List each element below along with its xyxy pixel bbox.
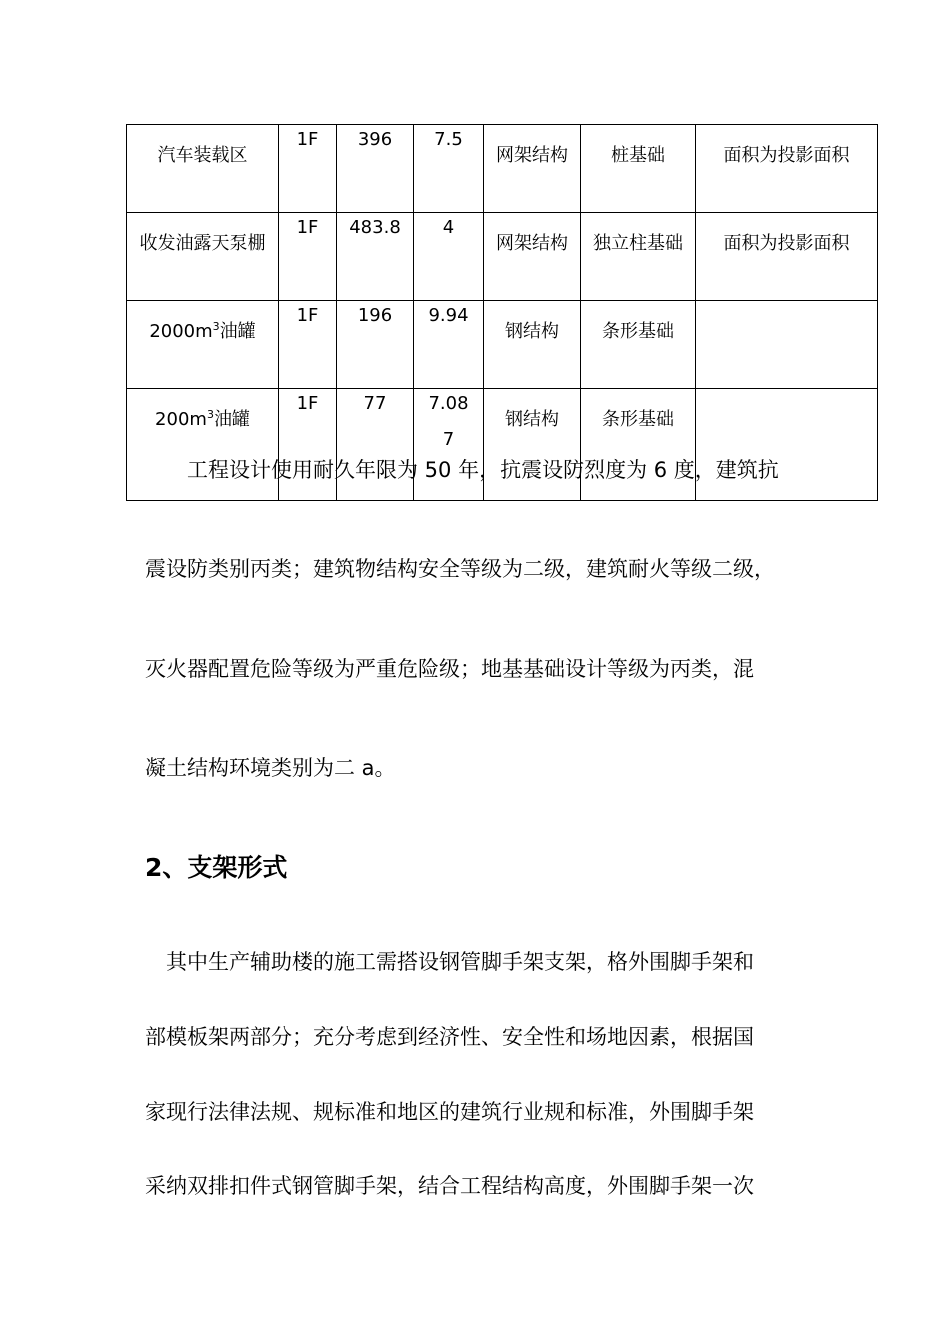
cell-foundation: 条形基础 bbox=[581, 301, 696, 389]
cell-floor: 1F bbox=[279, 213, 337, 301]
superscript: 3 bbox=[206, 408, 214, 421]
paragraph-line: 灭火器配置危险等级为严重危险级；地基基础设计等级为丙类，混 bbox=[145, 657, 754, 681]
cell-name-suffix: 油罐 bbox=[219, 321, 256, 342]
cell-foundation: 条形基础 bbox=[581, 389, 696, 501]
cell-remark bbox=[696, 301, 878, 389]
paragraph-line: 工程设计使用耐久年限为 50 年，抗震设防烈度为 6 度，建筑抗 bbox=[145, 458, 779, 482]
cell-height: 7.5 bbox=[414, 125, 484, 213]
cell-name-prefix: 2000m bbox=[149, 321, 213, 342]
paragraph-line: 部模板架两部分；充分考虑到经济性、安全性和场地因素，根据国 bbox=[145, 1025, 754, 1049]
paragraph-line: 其中生产辅助楼的施工需搭设钢管脚手架支架，格外围脚手架和 bbox=[145, 950, 754, 974]
table-row bbox=[127, 301, 878, 389]
superscript: 3 bbox=[212, 320, 220, 333]
cell-foundation: 桩基础 bbox=[581, 125, 696, 213]
table-row bbox=[127, 213, 878, 301]
cell-height: 4 bbox=[414, 213, 484, 301]
cell-structure: 钢结构 bbox=[484, 301, 581, 389]
cell-remark: 面积为投影面积 bbox=[696, 125, 878, 213]
cell-floor: 1F bbox=[279, 301, 337, 389]
section-heading: 2、支架形式 bbox=[145, 853, 288, 882]
cell-name: 汽车装载区 bbox=[127, 125, 279, 213]
cell-name: 收发油露天泵棚 bbox=[127, 213, 279, 301]
cell-foundation: 独立柱基础 bbox=[581, 213, 696, 301]
cell-name-suffix: 油罐 bbox=[213, 409, 250, 430]
cell-floor: 1F bbox=[279, 125, 337, 213]
cell-floor: 1F bbox=[279, 389, 337, 501]
cell-area: 396 bbox=[337, 125, 414, 213]
paragraph-line: 采纳双排扣件式钢管脚手架，结合工程结构高度，外围脚手架一次 bbox=[145, 1174, 754, 1198]
cell-name-prefix: 200m bbox=[155, 409, 207, 430]
cell-structure: 网架结构 bbox=[484, 213, 581, 301]
cell-area: 77 bbox=[337, 389, 414, 501]
cell-area: 196 bbox=[337, 301, 414, 389]
cell-area: 483.8 bbox=[337, 213, 414, 301]
cell-name bbox=[127, 301, 279, 389]
paragraph-line: 家现行法律法规、规标准和地区的建筑行业规和标准，外围脚手架 bbox=[145, 1100, 754, 1124]
table-row bbox=[127, 125, 878, 213]
cell-structure: 钢结构 bbox=[484, 389, 581, 501]
cell-structure: 网架结构 bbox=[484, 125, 581, 213]
cell-height: 9.94 bbox=[414, 301, 484, 389]
cell-remark: 面积为投影面积 bbox=[696, 213, 878, 301]
paragraph-line: 震设防类别丙类；建筑物结构安全等级为二级，建筑耐火等级二级， bbox=[145, 557, 775, 581]
paragraph-line: 凝土结构环境类别为二 a。 bbox=[145, 756, 396, 780]
building-info-table bbox=[126, 124, 878, 501]
height-line-2: 7 bbox=[442, 429, 455, 450]
height-line-1: 7.08 bbox=[428, 393, 469, 414]
